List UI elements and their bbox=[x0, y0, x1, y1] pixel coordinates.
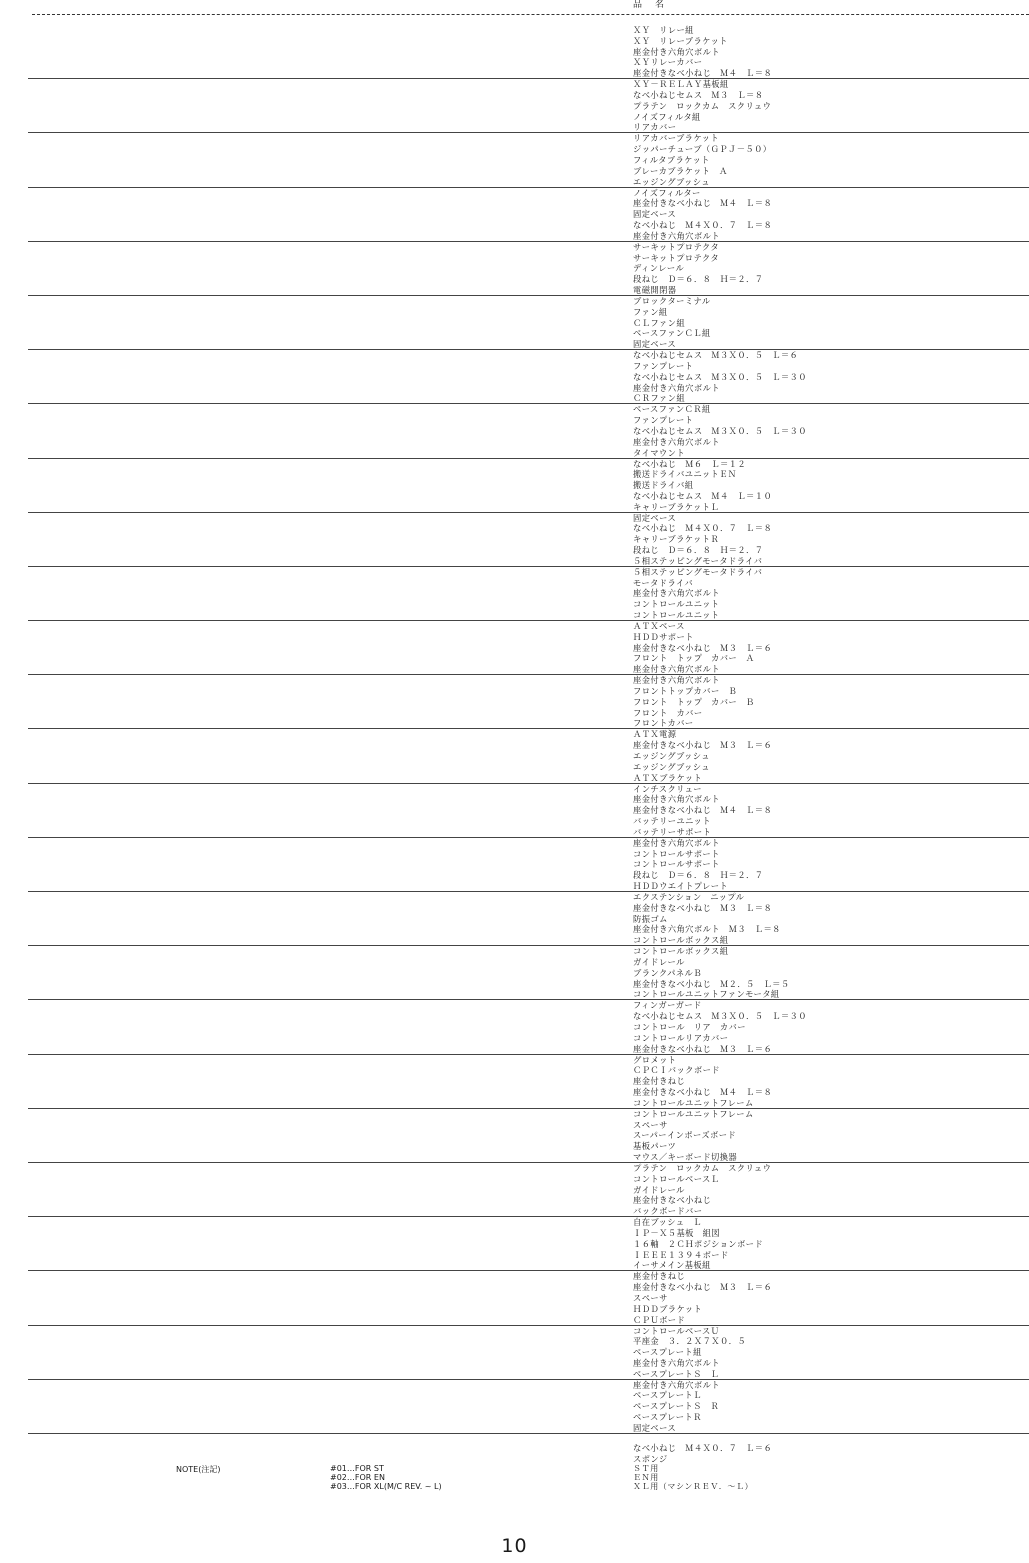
list-item: 座金付き六角穴ボルト bbox=[633, 382, 720, 393]
list-item: なべ小ねじセムス Ｍ４ Ｌ＝１０ bbox=[633, 490, 773, 501]
list-item: 座金付きねじ bbox=[633, 1076, 686, 1087]
list-item: ＸＹ リレー組 bbox=[633, 25, 694, 35]
list-item: 防振ゴム bbox=[633, 913, 668, 924]
list-item: 搬送ドライバユニットＥＮ bbox=[633, 469, 737, 480]
list-item: 座金付きなべ小ねじ Ｍ３ Ｌ＝６ bbox=[633, 740, 773, 751]
list-item: フロントトップカバー Ｂ bbox=[633, 686, 738, 697]
list-item: フロント トップ カバー Ａ bbox=[633, 653, 755, 664]
parts-group bbox=[28, 133, 1029, 187]
list-item: 段ねじ Ｄ＝６．８ Ｈ＝２．７ bbox=[633, 870, 764, 881]
list-item: スペーサ bbox=[633, 1292, 668, 1303]
parts-group bbox=[28, 1055, 1029, 1109]
list-item: プラテン ロックカム スクリュウ bbox=[633, 1162, 772, 1173]
parts-group bbox=[28, 242, 1029, 296]
list-item: 座金付きなべ小ねじ Ｍ４ Ｌ＝８ bbox=[633, 805, 773, 816]
list-item: タイマウント bbox=[633, 447, 686, 458]
list-item: 基板パーツ bbox=[633, 1141, 677, 1152]
list-item: 自在ブッシュ Ｌ bbox=[633, 1217, 702, 1228]
parts-group bbox=[28, 621, 1029, 675]
list-item: なべ小ねじ Ｍ４Ｘ０．７ Ｌ＝６ bbox=[633, 1443, 773, 1453]
parts-group bbox=[28, 25, 1029, 79]
list-item: マウス／キーボード切換器 bbox=[633, 1151, 738, 1162]
list-item: なべ小ねじ Ｍ４Ｘ０．７ Ｌ＝８ bbox=[633, 219, 773, 230]
list-item: エッジングブッシュ bbox=[633, 176, 710, 187]
list-item: 座金付きなべ小ねじ Ｍ４ Ｌ＝８ bbox=[633, 198, 773, 209]
list-item: ファンプレート bbox=[633, 360, 694, 371]
list-item: ＣＰＵボード bbox=[633, 1314, 686, 1325]
list-item: キャリーブラケットＬ bbox=[633, 501, 720, 512]
list-item: スペーサ bbox=[633, 1119, 668, 1130]
list-item: ブレーカブラケット Ａ bbox=[633, 165, 728, 176]
list-item: コントロールボックス組 bbox=[633, 935, 729, 946]
list-item: ベースプレートＬ bbox=[633, 1390, 702, 1401]
list-item: コントロールユニットファンモータ組 bbox=[633, 989, 780, 1000]
list-item: ディンレール bbox=[633, 263, 685, 274]
list-item: 座金付きなべ小ねじ bbox=[633, 1195, 712, 1206]
list-item: イーサメイン基板組 bbox=[633, 1260, 711, 1271]
list-item: キャリーブラケットＲ bbox=[633, 534, 720, 545]
list-item: 固定ベース bbox=[633, 512, 677, 523]
list-item: 平座金 ３．２Ｘ７Ｘ０．５ bbox=[633, 1336, 747, 1347]
parts-group bbox=[28, 892, 1029, 946]
list-item: 固定ベース bbox=[633, 339, 677, 350]
list-item: エッジングブッシュ bbox=[633, 751, 710, 762]
list-item: ＨＤＤウエイトプレート bbox=[633, 881, 729, 891]
list-item: 座金付きなべ小ねじ Ｍ３ Ｌ＝６ bbox=[633, 642, 773, 653]
list-item: インチスクリュー bbox=[633, 783, 702, 794]
list-item: 座金付きなべ小ねじ Ｍ３ Ｌ＝６ bbox=[633, 1043, 773, 1054]
parts-group bbox=[28, 1163, 1029, 1217]
list-item: 座金付きなべ小ねじ Ｍ４ Ｌ＝８ bbox=[633, 68, 773, 79]
parts-group bbox=[28, 784, 1029, 838]
note-text: ＳＴ用 bbox=[633, 1464, 659, 1473]
parts-group bbox=[28, 675, 1029, 729]
list-item: コントロール リア カバー bbox=[633, 1021, 746, 1032]
parts-group bbox=[28, 188, 1029, 242]
list-item: なべ小ねじ Ｍ４Ｘ０．７ Ｌ＝８ bbox=[633, 523, 773, 534]
list-item: スポンジ bbox=[633, 1453, 668, 1464]
list-item: ガイドレール bbox=[633, 1184, 685, 1195]
list-item: なべ小ねじセムス Ｍ３Ｘ０．５ Ｌ＝３０ bbox=[633, 1011, 807, 1022]
list-item: ＡＴＸ電源 bbox=[633, 729, 677, 740]
list-item: ベースファンＣＲ組 bbox=[633, 404, 711, 415]
list-item: 電磁開閉器 bbox=[633, 284, 677, 295]
list-item: ガイドレール bbox=[633, 956, 685, 967]
list-item: 固定ベース bbox=[633, 209, 677, 220]
parts-group bbox=[28, 729, 1029, 783]
list-item: コントロールベースＬ bbox=[633, 1173, 720, 1184]
list-item: ＨＤＤブラケット bbox=[633, 1303, 703, 1314]
list-item: サーキットプロテクタ bbox=[633, 252, 720, 263]
list-item: ノイズフィルタ組 bbox=[633, 111, 701, 122]
list-item: 座金付き六角穴ボルト bbox=[633, 794, 720, 805]
parts-group bbox=[28, 459, 1029, 513]
list-item: 座金付き六角穴ボルト bbox=[633, 837, 720, 848]
list-item: コントロールユニットフレーム bbox=[633, 1097, 754, 1108]
note-code: #01…FOR ST bbox=[330, 1464, 384, 1473]
list-item: ＡＴＸブラケット bbox=[633, 772, 703, 783]
parts-group bbox=[28, 567, 1029, 621]
parts-group bbox=[28, 1000, 1029, 1054]
list-item: ＩＰ－Ｘ５基板 組図 bbox=[633, 1227, 720, 1238]
list-item: 搬送ドライバ組 bbox=[633, 480, 694, 491]
parts-group bbox=[28, 1271, 1029, 1325]
note-code: #03…FOR XL(M/C REV. ~ L) bbox=[330, 1481, 442, 1491]
parts-group bbox=[28, 1109, 1029, 1163]
parts-group bbox=[28, 79, 1029, 133]
dashed-header-rule bbox=[32, 14, 1029, 15]
list-item: ＣＰＣＩバックボード bbox=[633, 1065, 720, 1076]
parts-group bbox=[28, 296, 1029, 350]
list-item: ＣＲファン組 bbox=[633, 393, 686, 404]
list-item: コントロールサポート bbox=[633, 859, 720, 870]
list-item: モータドライバ bbox=[633, 577, 694, 588]
list-item: リアカバー bbox=[633, 122, 677, 133]
list-item: 座金付き六角穴ボルト bbox=[633, 46, 720, 57]
list-item: ５相ステッピングモータドライバ bbox=[633, 566, 763, 577]
list-item: なべ小ねじ Ｍ６ Ｌ＝１２ bbox=[633, 458, 747, 469]
parts-group bbox=[28, 1217, 1029, 1271]
list-item: コントロールユニット bbox=[633, 599, 720, 610]
list-item: コントロールユニット bbox=[633, 610, 720, 621]
list-item: 座金付き六角穴ボルト bbox=[633, 436, 720, 447]
list-item: ＣＬファン組 bbox=[633, 317, 686, 328]
list-item: エッジングブッシュ bbox=[633, 761, 710, 772]
list-item: フィンガーガード bbox=[633, 1000, 702, 1011]
list-item: コントロールユニットフレーム bbox=[633, 1108, 754, 1119]
list-item: ＸＹリレーカバー bbox=[633, 57, 703, 68]
note-text: ＥＮ用 bbox=[633, 1472, 659, 1482]
parts-group bbox=[28, 1380, 1029, 1434]
list-item: フィルタブラケット bbox=[633, 154, 710, 165]
list-item: ベースプレートＳ Ｌ bbox=[633, 1368, 720, 1379]
list-item: ブランクパネルＢ bbox=[633, 967, 702, 978]
notes-label: NOTE(注記) bbox=[176, 1465, 221, 1474]
list-item: コントロールリアカバー bbox=[633, 1032, 729, 1043]
list-item: なべ小ねじセムス Ｍ３Ｘ０．５ Ｌ＝３０ bbox=[633, 425, 807, 436]
parts-group bbox=[28, 838, 1029, 892]
list-item: 座金付き六角穴ボルト bbox=[633, 588, 720, 599]
list-item: なべ小ねじセムス Ｍ３ Ｌ＝８ bbox=[633, 89, 764, 100]
list-item: バッテリーサポート bbox=[633, 826, 712, 837]
list-item: プラテン ロックカム スクリュウ bbox=[633, 100, 772, 111]
parts-group bbox=[28, 350, 1029, 404]
note-text: ＸＬ用（マシンＲＥＶ．～Ｌ） bbox=[633, 1481, 754, 1491]
parts-groups bbox=[28, 25, 1029, 1434]
trailing-items bbox=[633, 1443, 772, 1465]
list-item: なべ小ねじセムス Ｍ３Ｘ０．５ Ｌ＝６ bbox=[633, 350, 799, 361]
list-item: ジッパーチューブ（ＧＰＪ－５０） bbox=[633, 144, 772, 155]
list-item: なべ小ねじセムス Ｍ３Ｘ０．５ Ｌ＝３０ bbox=[633, 371, 807, 382]
list-item: フロント トップ カバー Ｂ bbox=[633, 696, 755, 707]
list-item: ＡＴＸベース bbox=[633, 621, 685, 632]
list-item: 段ねじ Ｄ＝６．８ Ｈ＝２．７ bbox=[633, 274, 764, 285]
list-item: 座金付きなべ小ねじ Ｍ４ Ｌ＝８ bbox=[633, 1086, 773, 1097]
list-item: 座金付き六角穴ボルト bbox=[633, 230, 720, 241]
list-item: 座金付き六角穴ボルト bbox=[633, 664, 720, 675]
list-item: ＩＥＥＥ１３９４ボード bbox=[633, 1249, 729, 1260]
note-code: #02…FOR EN bbox=[330, 1472, 385, 1482]
list-item: 座金付きなべ小ねじ Ｍ２．５ Ｌ＝５ bbox=[633, 978, 790, 989]
notes-codes bbox=[330, 1465, 442, 1491]
list-item: フロントカバー bbox=[633, 718, 694, 729]
list-item: 座金付きなべ小ねじ Ｍ３ Ｌ＝８ bbox=[633, 902, 773, 913]
list-item: ブロックターミナル bbox=[633, 295, 711, 306]
list-item: リアカバーブラケット bbox=[633, 133, 720, 144]
parts-group bbox=[28, 946, 1029, 1000]
list-item: ベースファンＣＬ組 bbox=[633, 328, 711, 339]
list-item: ５相ステッピングモータドライバ bbox=[633, 555, 763, 566]
list-item: ＸＹ－ＲＥＬＡＹ基板組 bbox=[633, 79, 729, 90]
list-item: 座金付き六角穴ボルト bbox=[633, 675, 720, 686]
list-item: サーキットプロテクタ bbox=[633, 241, 720, 252]
list-item: ＸＹ リレーブラケット bbox=[633, 35, 728, 46]
list-item: コントロールボックス組 bbox=[633, 946, 729, 957]
list-item: 座金付き六角穴ボルト bbox=[633, 1357, 720, 1368]
list-item: バッテリーユニット bbox=[633, 816, 711, 827]
list-item: グロメット bbox=[633, 1054, 677, 1065]
page-number: 10 bbox=[501, 1535, 528, 1557]
list-item: スーパーインポーズボード bbox=[633, 1130, 737, 1141]
list-item: 座金付きなべ小ねじ Ｍ３ Ｌ＝６ bbox=[633, 1282, 773, 1293]
list-item: ベースプレートＲ bbox=[633, 1412, 702, 1423]
list-item: バックボードバー bbox=[633, 1206, 703, 1217]
list-item: コントロールベースＵ bbox=[633, 1325, 720, 1336]
parts-group bbox=[28, 1326, 1029, 1380]
list-item: 座金付き六角穴ボルト Ｍ３ Ｌ＝８ bbox=[633, 924, 781, 935]
list-item: フロント カバー bbox=[633, 707, 703, 718]
list-item: コントロールサポート bbox=[633, 848, 720, 859]
list-item: 座金付き六角穴ボルト bbox=[633, 1379, 720, 1390]
list-item: 座金付きねじ bbox=[633, 1271, 686, 1282]
list-item: ノイズフィルター bbox=[633, 187, 701, 198]
list-item: エクステンション ニップル bbox=[633, 892, 745, 902]
list-item: ファン組 bbox=[633, 306, 668, 317]
list-item: ベースプレートＳ Ｒ bbox=[633, 1401, 720, 1412]
parts-group bbox=[28, 513, 1029, 567]
list-item: ベースプレート組 bbox=[633, 1347, 702, 1358]
list-item: 段ねじ Ｄ＝６．８ Ｈ＝２．７ bbox=[633, 545, 764, 556]
column-header-part-name: 品 名 bbox=[633, 0, 667, 10]
notes-japanese bbox=[633, 1465, 753, 1491]
list-item: １６軸 ２ＣＨポジションボード bbox=[633, 1238, 764, 1249]
list-item: ファンプレート bbox=[633, 415, 694, 426]
list-item: ＨＤＤサポート bbox=[633, 631, 694, 642]
parts-group bbox=[28, 404, 1029, 458]
list-item: 固定ベース bbox=[633, 1422, 677, 1433]
